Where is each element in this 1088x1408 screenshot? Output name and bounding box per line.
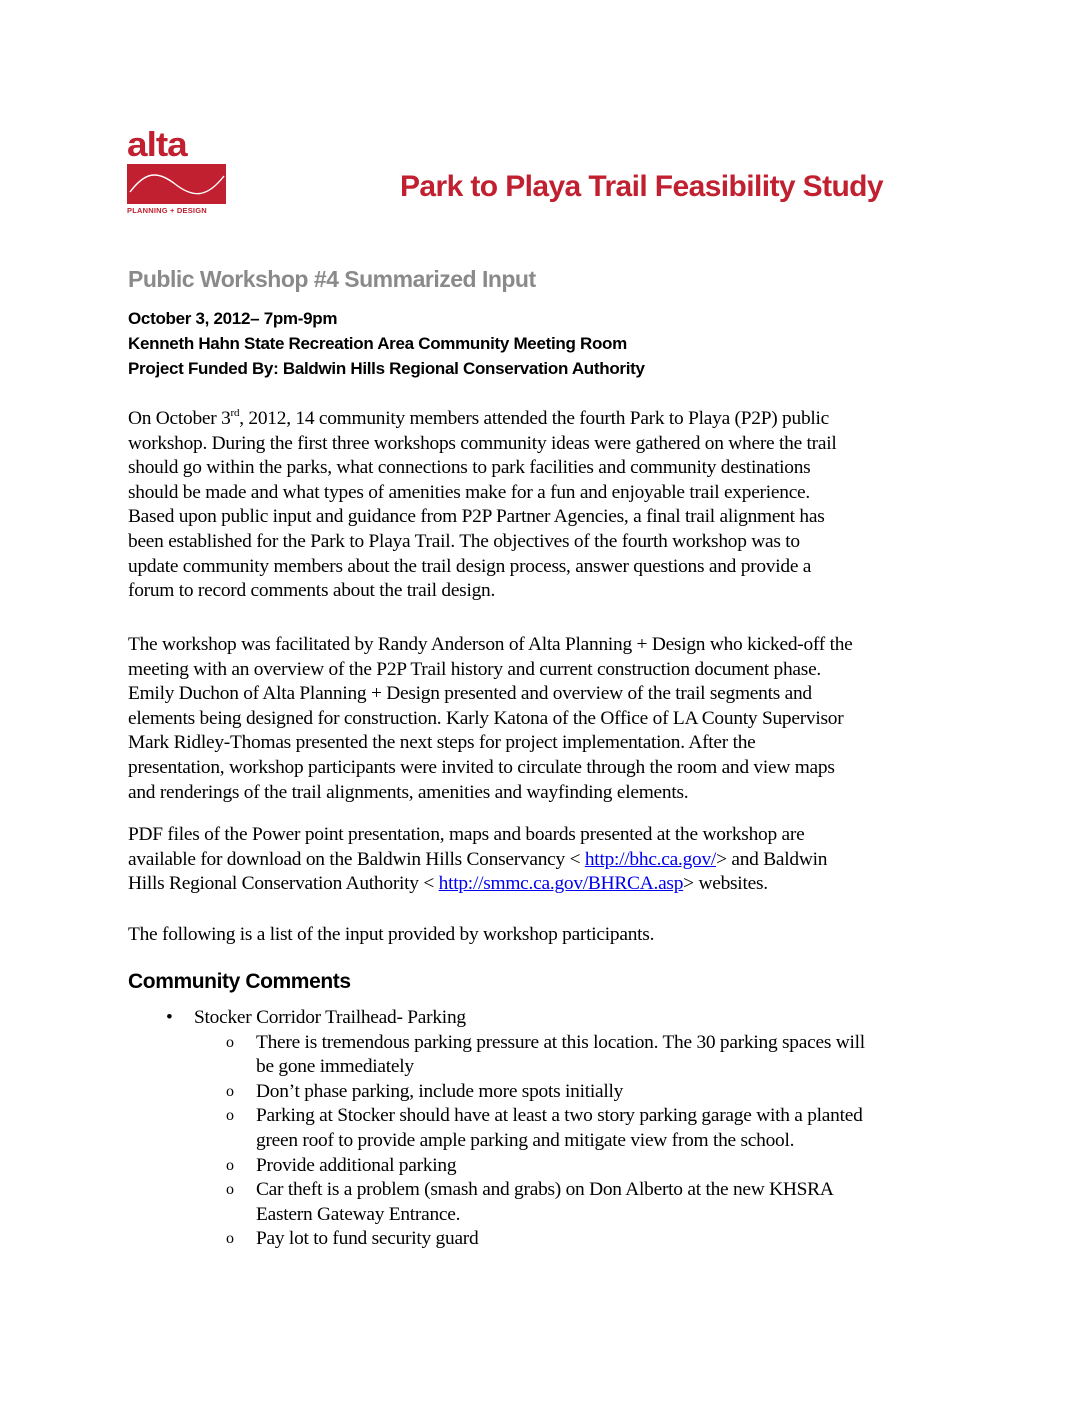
- list-item: • Stocker Corridor Trailhead- Parking: [128, 1006, 865, 1031]
- community-comments-heading: Community Comments: [128, 970, 351, 993]
- text-line: forum to record comments about the trail design.: [128, 580, 496, 602]
- text-line: workshop. During the first three workshops community ideas were gathered on where the trail: [128, 432, 837, 454]
- downloads-paragraph: [128, 823, 968, 897]
- bhrca-link[interactable]: http://smmc.ca.gov/BHRCA.asp: [438, 873, 684, 895]
- sub-list-item: o Pay lot to fund security guard: [128, 1227, 865, 1252]
- text-line: The workshop was facilitated by Randy Anderson of Alta Planning + Design who kicked-off the: [128, 634, 853, 655]
- logo-tagline: PLANNING + DESIGN: [127, 206, 207, 215]
- sub-list-item: o There is tremendous parking pressure at this location. The 30 parking spaces will be gone immediately: [226, 1031, 865, 1078]
- sub-list-item: o Provide additional parking: [128, 1154, 865, 1179]
- text-line: been established for the Park to Playa Trail. The objectives of the fourth workshop was to: [128, 530, 800, 552]
- text-line: meeting with an overview of the P2P Trail history and current construction document phase.: [128, 658, 822, 680]
- bhc-link[interactable]: http://bhc.ca.gov/: [584, 848, 717, 870]
- text-line: PDF files of the Power point presentation, maps and boards presented at the workshop are: [128, 824, 805, 845]
- circle-bullet-icon: o: [226, 1033, 234, 1051]
- circle-bullet-icon: o: [226, 1156, 234, 1174]
- text-line: presentation, workshop participants were invited to circulate through the room and view maps: [128, 756, 835, 778]
- intro-paragraph: [128, 407, 968, 604]
- workshop-funding: Project Funded By: Baldwin Hills Regional Conservation Authority: [128, 359, 645, 378]
- text-line: Hills Regional Conservation Authority < http://smmc.ca.gov/BHRCA.asp> websites.: [128, 873, 768, 895]
- text-line: available for download on the Baldwin Hills Conservancy < http://bhc.ca.gov/> and Baldwin: [128, 848, 828, 870]
- workshop-location: Kenneth Hahn State Recreation Area Community Meeting Room: [128, 334, 627, 353]
- logo-wordmark: alta: [127, 125, 187, 164]
- sub-list-item: o Parking at Stocker should have at least a two story parking garage with a planted green roof to provide ample parking and mitigate view from the school.: [226, 1105, 863, 1151]
- sub-list-item: o Car theft is a problem (smash and grabs) on Don Alberto at the new KHSRA Eastern Gateway Entrance.: [226, 1179, 834, 1225]
- list-intro-paragraph: [128, 923, 968, 948]
- sub-list-item: o Don’t phase parking, include more spots initially: [128, 1080, 865, 1105]
- workshop-date-time: October 3, 2012– 7pm-9pm: [128, 309, 338, 328]
- circle-bullet-icon: o: [226, 1181, 234, 1199]
- text-line: and renderings of the trail alignments, amenities and wayfinding elements.: [128, 781, 689, 803]
- circle-bullet-icon: o: [226, 1230, 234, 1248]
- text-line: On October 3rd, 2012, 14 community members attended the fourth Park to Playa (P2P) public: [128, 407, 830, 429]
- text-line: Emily Duchon of Alta Planning + Design presented and overview of the trail segments and: [128, 683, 812, 705]
- text-line: elements being designed for construction. Karly Katona of the Office of LA County Supervisor: [128, 707, 844, 729]
- text-line: The following is a list of the input provided by workshop participants.: [128, 924, 655, 945]
- text-line: Mark Ridley-Thomas presented the next steps for project implementation. After the: [128, 732, 756, 754]
- study-title: Park to Playa Trail Feasibility Study: [400, 170, 883, 203]
- bullet-icon: •: [166, 1007, 173, 1028]
- facilitation-paragraph: [128, 633, 968, 805]
- text-line: should go within the parks, what connections to park facilities and community destinations: [128, 457, 811, 479]
- workshop-title: Public Workshop #4 Summarized Input: [128, 266, 536, 292]
- circle-bullet-icon: o: [226, 1107, 234, 1125]
- text-line: should be made and what types of amenities make for a fun and enjoyable trail experience.: [128, 481, 811, 503]
- text-line: update community members about the trail design process, answer questions and provide a: [128, 555, 812, 577]
- logo-wave-icon: [127, 164, 226, 204]
- workshop-meta: [128, 306, 645, 381]
- circle-bullet-icon: o: [226, 1082, 234, 1100]
- text-line: Based upon public input and guidance from P2P Partner Agencies, a final trail alignment has: [128, 506, 825, 528]
- comments-list: [128, 1006, 865, 1252]
- alta-logo: [127, 125, 227, 215]
